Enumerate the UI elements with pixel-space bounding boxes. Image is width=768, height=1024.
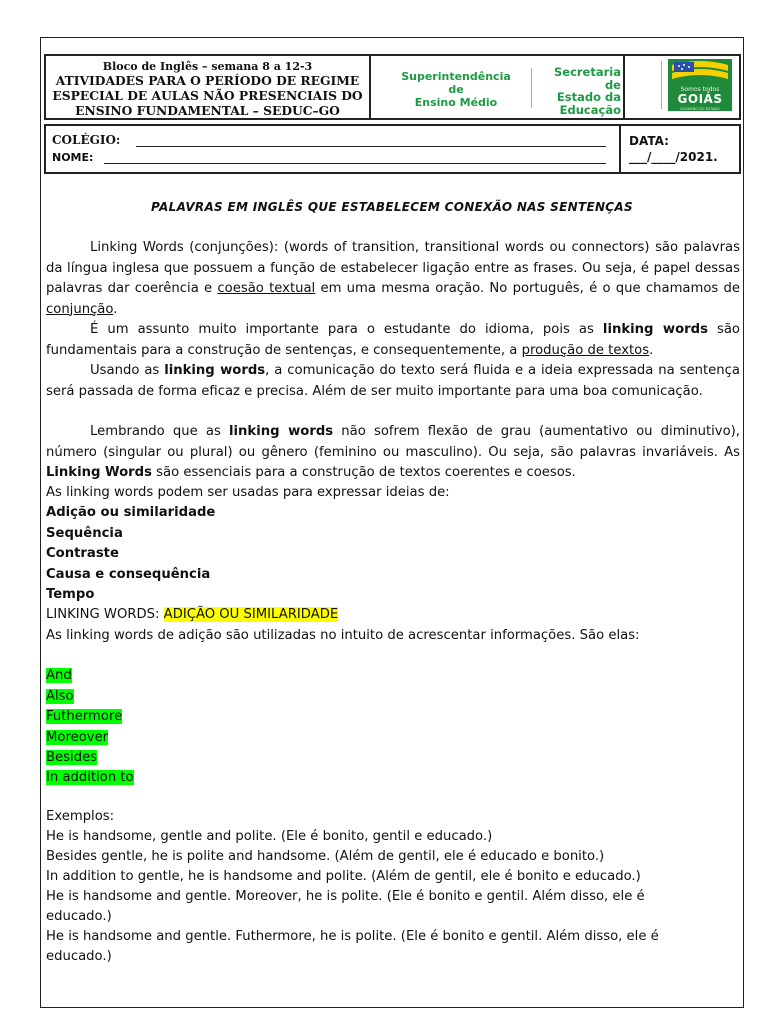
flag-icon: [668, 59, 732, 87]
example-item: Besides gentle, he is polite and handsome. (Além de gentil, ele é educado e bonito.): [46, 849, 605, 864]
superintendencia-logo: Superintendência de Ensino Médio: [401, 70, 511, 109]
data-field[interactable]: ___/____/2021.: [629, 150, 718, 164]
example-item: In addition to gentle, he is handsome and polite. (Além de gentil, ele é bonito e educado.): [46, 869, 641, 884]
logo-somos-text: Somos todos: [680, 86, 720, 93]
logo-goias-text: GOIÁS: [677, 92, 723, 106]
category-item: Adição ou similaridade: [46, 505, 216, 520]
category-item: Tempo: [46, 587, 95, 602]
example-item: He is handsome, gentle and polite. (Ele é bonito, gentil e educado.): [46, 829, 493, 844]
activity-title-line: ENSINO FUNDAMENTAL – SEDUC–GO: [75, 103, 340, 118]
paragraph-4: Lembrando que as linking words não sofrem flexão de grau (aumentativo ou diminutivo), número (singular ou plural) ou gênero (feminino ou masculino). Ou seja, são palavras invariáveis. As Linking Words são essenciais para a construção de textos coerentes e coesos.: [46, 424, 740, 480]
goias-logo: [668, 59, 732, 111]
category-item: Contraste: [46, 546, 119, 561]
activity-title-line: ESPECIAL DE AULAS NÃO PRESENCIAIS DO: [52, 88, 363, 103]
nome-label: NOME:: [52, 151, 94, 164]
ideas-intro: As linking words podem ser usadas para expressar ideias de:: [46, 485, 450, 500]
linking-word: Moreover: [46, 730, 109, 745]
logo-gov-text: GOVERNO DO ESTADO: [680, 107, 720, 111]
date-info: [621, 126, 739, 172]
colegio-field[interactable]: [136, 146, 606, 147]
category-item: Sequência: [46, 526, 123, 541]
bloco-label: Bloco de Inglês – semana 8 a 12-3: [102, 60, 313, 73]
section-intro: As linking words de adição são utilizadas no intuito de acrescentar informações. São elas:: [46, 628, 640, 643]
paragraph-2: É um assunto muito importante para o estudante do idioma, pois as linking words são fundamentais para a construção de sentenças, e consequentemente, a produção de textos.: [46, 322, 740, 358]
nome-field[interactable]: [104, 163, 606, 164]
colegio-label: COLÉGIO:: [52, 133, 121, 147]
data-label: DATA:: [629, 134, 669, 148]
logo-divider: [661, 61, 662, 109]
paragraph-1: Linking Words (conjunções): (words of transition, transitional words ou connectors) são palavras da língua inglesa que possuem a função de estabelecer ligação entre as frases. Ou seja, é papel dessas palavras dar coerência e coesão textual em uma mesma oração. No português, é o que chamamos de conjunção.: [46, 240, 741, 317]
section-heading: LINKING WORDS: ADIÇÃO OU SIMILARIDADE: [46, 607, 339, 622]
student-info: [46, 126, 621, 172]
header-title-cell: [46, 56, 371, 118]
logo-divider: [531, 68, 532, 108]
activity-title-line: ATIVIDADES PARA O PERÍODO DE REGIME: [55, 73, 360, 88]
linking-word: Also: [46, 689, 74, 704]
page-title: PALAVRAS EM INGLÊS QUE ESTABELECEM CONEXÃO NAS SENTENÇAS: [151, 200, 633, 214]
linking-word: In addition to: [46, 770, 134, 785]
header-logos-cell: [371, 56, 625, 118]
secretaria-logo: Secretaria de Estado da Educação: [553, 65, 621, 117]
linking-word: Besides: [46, 750, 98, 765]
info-row: [44, 124, 741, 174]
linking-word: And: [46, 668, 72, 683]
goias-logo-cell: [625, 56, 739, 118]
paragraph-3: Usando as linking words, a comunicação do texto será fluida e a ideia expressada na sentença será passada de forma eficaz e precisa. Além de ser muito importante para uma boa comunicação.: [46, 363, 740, 399]
examples-label: Exemplos:: [46, 809, 115, 824]
category-item: Causa e consequência: [46, 567, 211, 582]
example-item: He is handsome and gentle. Futhermore, he is polite. (Ele é bonito e gentil. Além disso, ele é educado.): [46, 929, 659, 964]
header-table: [44, 54, 741, 120]
linking-word: Futhermore: [46, 709, 123, 724]
example-item: He is handsome and gentle. Moreover, he is polite. (Ele é bonito e gentil. Além disso, ele é educado.): [46, 889, 645, 924]
